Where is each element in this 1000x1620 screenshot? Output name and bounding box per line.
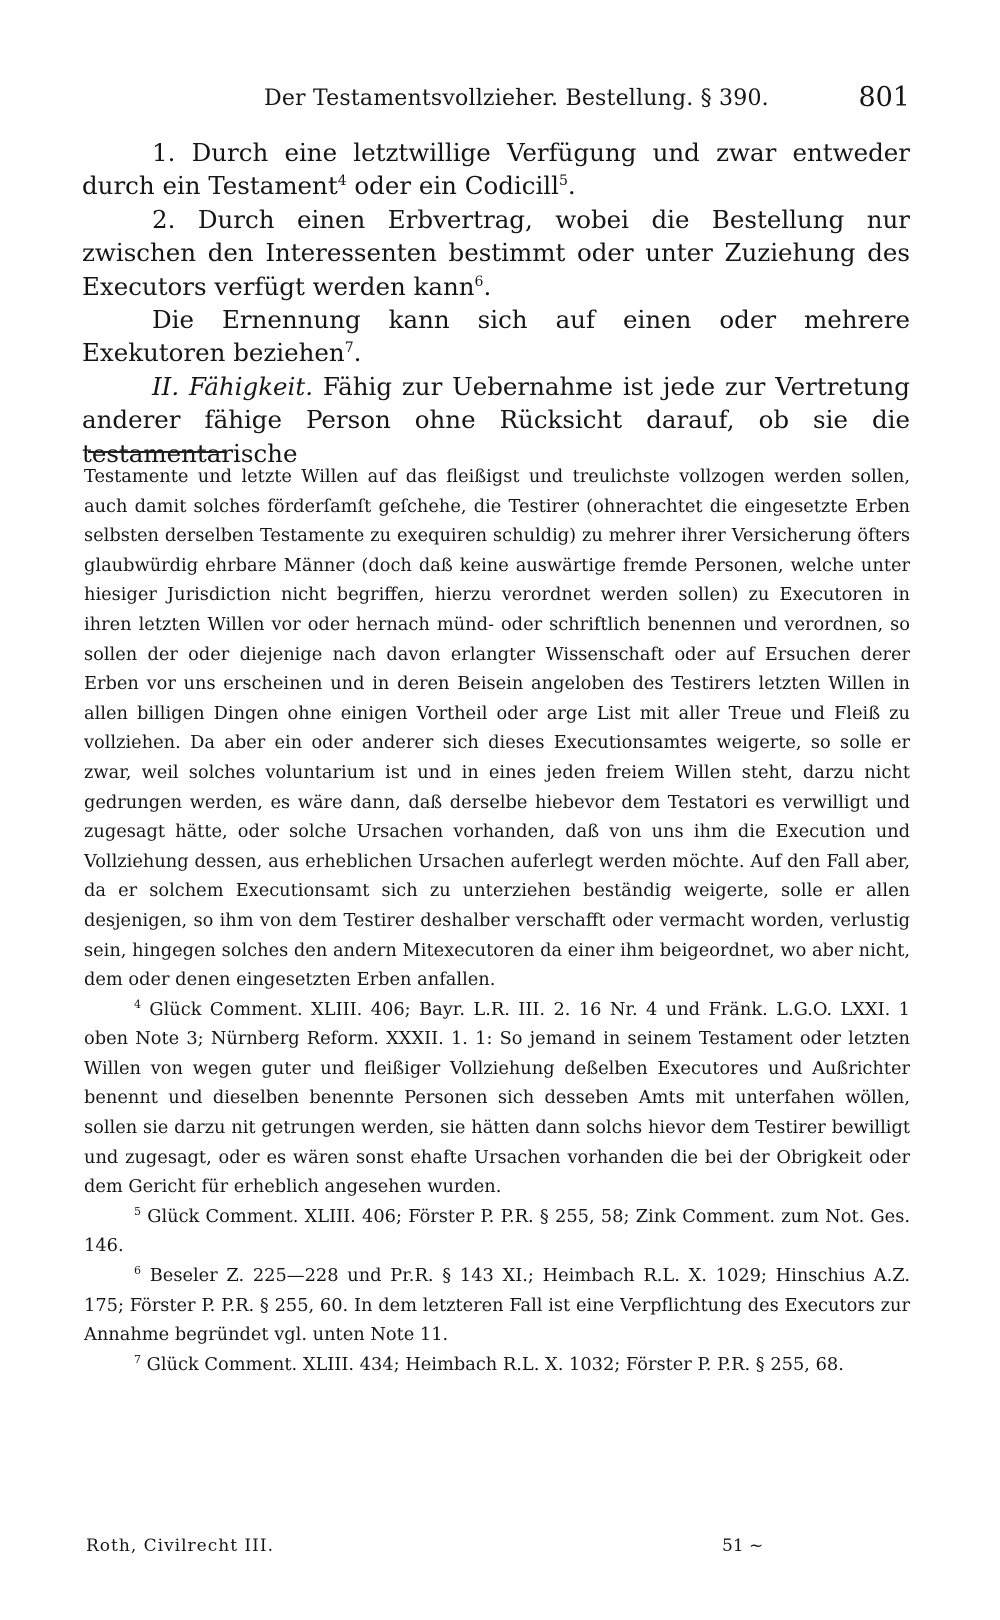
main-text	[82, 136, 910, 470]
paragraph-ernennung	[82, 303, 910, 370]
footnote-mark: 5	[134, 1204, 141, 1218]
paragraph-text: Fähig zur Uebernahme ist jede zur Vertretung anderer fähige Person ohne Rücksicht darauf, ob sie die testamentarische	[82, 371, 910, 468]
footnote-6	[84, 1261, 910, 1350]
running-head: Der Testamentsvollzieher. Bestellung. § 390.	[264, 86, 769, 111]
footnote-text: Glück Comment. XLIII. 406; Bayr. L.R. III. 2. 16 Nr. 4 und Fränk. L.G.O. LXXI. 1 oben Note 3; Nürnberg Reform. XXXII. 1. 1: So jemand in seinem Testament oder letzten Willen von wegen guter und fleißiger Vollziehung deßelben Executores und Außrichter benennt und dieselben benennte Personen sich desseben Amts mit unterfahen wöllen, sollen sie darzu nit getrungen werden, sie hätten dann solchs hievor dem Testirer bewilligt und zugesagt, oder es wären sonst ehafte Ursachen vorhanden die bei der Obrigkeit oder dem Gericht für erheblich angesehen wurden.	[84, 998, 910, 1198]
footnote-text: Glück Comment. XLIII. 434; Heimbach R.L. X. 1032; Förster P. P.R. § 255, 68.	[141, 1353, 844, 1375]
page-footer	[86, 1536, 826, 1566]
footnote-continuation: Testamente und letzte Willen auf das fleißigst und treulichste vollzogen werden sollen, auch damit solches förderſamſt geſchehe, die Testirer (ohnerachtet die eingesetzte Erben selbsten derselben Testamente zu exequiren schuldig) zu mehrer ihrer Versicherung öfters glaubwürdig ehrbare Männer (doch daß keine auswärtige fremde Personen, welche unter hiesiger Jurisdiction nicht begriffen, hierzu verordnet werden sollen) zu Executoren in ihren letzten Willen vor oder hernach münd- oder schriftlich benennen und verordnen, so sollen der oder diejenige nach davon erlangter Wissenschaft oder auf Ersuchen derer Erben vor uns erscheinen und in deren Beisein angeloben des Testirers letzten Willen in allen billigen Dingen ohne einigen Vortheil oder arge List mit aller Treue und Fleiß zu vollziehen. Da aber ein oder anderer sich dieses Executionsamtes weigerte, so solle er zwar, weil solches voluntarium ist und in eines jeden freiem Willen steht, darzu nicht gedrungen werden, es wäre dann, daß derselbe hiebevor dem Testatori es verwilligt und zugesagt hätte, oder solche Ursachen vorhanden, daß von uns ihm die Execution und Vollziehung dessen, aus erheblichen Ursachen auferlegt werden möchte. Auf den Fall aber, da er solchem Executionsamt sich zu unterziehen beständig weigerte, solle er allen desjenigen, so ihm von dem Testirer deshalber verschafft oder vermacht worden, verlustig sein, hingegen solches den andern Mitexecutoren da einer ihm beigeordnet, wo aber nicht, dem oder denen eingesetzten Erben anfallen.	[84, 466, 910, 991]
footnote-mark: 4	[134, 997, 141, 1011]
page-header	[264, 84, 910, 124]
paragraph-text: Die Ernennung kann sich auf einen oder mehrere Exekutoren beziehen	[82, 305, 910, 368]
paragraph-text: .	[567, 171, 576, 201]
sheet-mark: 51 ~	[722, 1536, 764, 1556]
footnotes	[84, 462, 910, 1379]
footnote-text: Beseler Z. 225—228 und Pr.R. § 143 XI.; Heimbach R.L. X. 1029; Hinschius A.Z. 175; Förster P. P.R. § 255, 60. In dem letzteren Fall ist eine Verpflichtung des Executors zur Annahme begründet vgl. unten Note 11.	[84, 1265, 910, 1346]
printer-signature: Roth, Civilrecht III.	[86, 1536, 274, 1556]
paragraph-testament	[82, 136, 910, 203]
paragraph-text: .	[483, 271, 492, 301]
footnote-mark: 6	[134, 1264, 141, 1278]
footnote-5	[84, 1202, 910, 1261]
footnote-separator	[88, 451, 226, 453]
paragraph-erbvertrag	[82, 203, 910, 303]
paragraph-text: .	[353, 338, 362, 368]
paragraph-text: oder ein Codicill	[346, 171, 559, 201]
paragraph-text: 2. Durch einen Erbvertrag, wobei die Bestellung nur zwischen den Interessenten bestimmt oder unter Zuziehung des Executors verfügt werden kann	[82, 204, 910, 301]
footnote-mark: 7	[134, 1352, 141, 1366]
footnote-ref-6[interactable]: 6	[474, 273, 484, 290]
footnote-ref-4[interactable]: 4	[337, 173, 347, 190]
footnote-ref-5[interactable]: 5	[558, 173, 568, 190]
page-number: 801	[858, 82, 910, 113]
section-heading: II. Fähigkeit.	[152, 371, 314, 401]
paragraph-text: 1. Durch eine letztwillige Verfügung und zwar entweder durch ein Testament	[82, 138, 910, 201]
footnote-4	[84, 995, 910, 1202]
footnote-7	[84, 1350, 910, 1380]
footnote-ref-7[interactable]: 7	[344, 340, 354, 357]
paragraph-faehigkeit	[82, 370, 910, 470]
footnote-text: Glück Comment. XLIII. 406; Förster P. P.R. § 255, 58; Zink Comment. zum Not. Ges. 146.	[84, 1205, 910, 1257]
